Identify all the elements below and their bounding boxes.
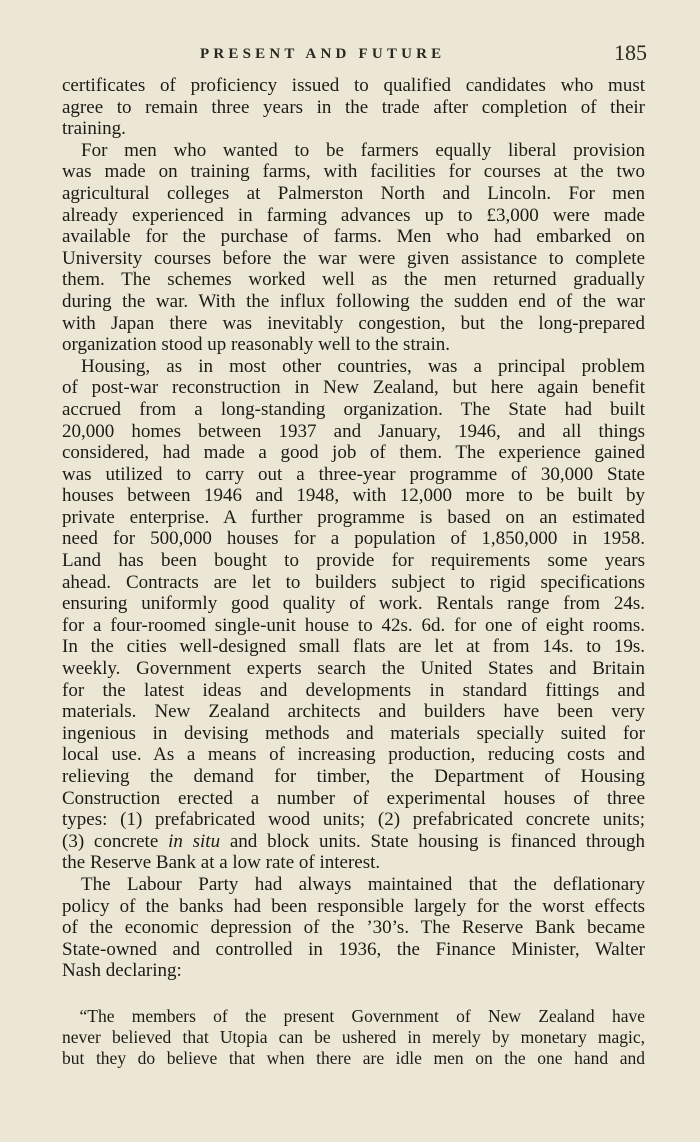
- block-quote: [62, 1006, 645, 1069]
- italic-phrase: in situ: [168, 830, 221, 852]
- text-line: of the economic depression of the ’30’s. The Reserve Bank became: [62, 917, 645, 939]
- quote-line: “The members of the present Government of New Zealand have: [62, 1006, 645, 1026]
- text-line: ingenious in devising methods and materials specially suited for: [62, 722, 645, 744]
- text-line: Land has been bought to provide for requirements some years: [62, 550, 645, 572]
- text-line: private enterprise. A further programme is based on an estimated: [62, 506, 645, 528]
- text-line: the Reserve Bank at a low rate of interest.: [62, 852, 381, 874]
- text-line: ahead. Contracts are let to builders subject to rigid specifications: [62, 571, 645, 593]
- text-line: types: (1) prefabricated wood units; (2) prefabricated concrete units;: [62, 809, 645, 831]
- text-line: Construction erected a number of experimental houses of three: [62, 787, 645, 809]
- text-line: for the latest ideas and developments in standard fittings and: [62, 679, 645, 701]
- text-line: was made on training farms, with facilities for courses at the two: [62, 161, 645, 183]
- text-line: them. The schemes worked well as the men returned gradually: [62, 269, 645, 291]
- text-line: already experienced in farming advances up to £3,000 were made: [62, 204, 645, 226]
- text-line: need for 500,000 houses for a population of 1,850,000 in 1958.: [62, 528, 645, 550]
- text-line: In the cities well-designed small flats are let at from 14s. to 19s.: [62, 636, 645, 658]
- text-line: was utilized to carry out a three-year programme of 30,000 State: [62, 463, 645, 485]
- text-line: 20,000 homes between 1937 and January, 1946, and all things: [62, 420, 645, 442]
- text-line: Housing, as in most other countries, was a principal problem: [62, 355, 645, 377]
- body-text: [62, 75, 645, 982]
- text-line: during the war. With the influx following the sudden end of the war: [62, 290, 645, 312]
- text-line: organization stood up reasonably well to the strain.: [62, 334, 451, 356]
- text-line: relieving the demand for timber, the Department of Housing: [62, 766, 645, 787]
- text-line: agree to remain three years in the trade after completion of their: [62, 96, 645, 118]
- text-line: considered, had made a good job of them. The experience gained: [62, 442, 645, 464]
- text-line: training.: [62, 118, 126, 140]
- page-header: [0, 40, 700, 70]
- text-line: weekly. Government experts search the United States and Britain: [62, 658, 645, 680]
- text-line: University courses before the war were given assistance to complete: [62, 247, 645, 269]
- running-title: PRESENT AND FUTURE: [200, 46, 446, 62]
- text-line: available for the purchase of farms. Men who had embarked on: [62, 226, 645, 248]
- text-line: policy of the banks had been responsible largely for the worst effects: [62, 895, 645, 917]
- text-line: The Labour Party had always maintained that the deflationary: [62, 873, 645, 895]
- text-line: houses between 1946 and 1948, with 12,000 more to be built by: [62, 485, 645, 507]
- text-line: For men who wanted to be farmers equally liberal provision: [62, 139, 645, 161]
- text-line: with Japan there was inevitably congestion, but the long-prepared: [62, 312, 645, 334]
- quote-line: never believed that Utopia can be ushered in merely by monetary magic,: [62, 1027, 645, 1047]
- text-line: for a four-roomed single-unit house to 42s. 6d. for one of eight rooms.: [62, 614, 645, 636]
- text-line: local use. As a means of increasing production, reducing costs and: [62, 744, 645, 766]
- text-line: certificates of proficiency issued to qualified candidates who must: [62, 75, 645, 96]
- text-line: accrued from a long-standing organization. The State had built: [62, 398, 645, 420]
- text-line: (3) concrete in situ and block units. State housing is financed through: [62, 830, 645, 852]
- text-line: agricultural colleges at Palmerston North and Lincoln. For men: [62, 182, 645, 204]
- text-line: of post-war reconstruction in New Zealand, but here again benefit: [62, 377, 645, 399]
- text-line: Nash declaring:: [62, 960, 182, 982]
- text-line: ensuring uniformly good quality of work. Rentals range from 24s.: [62, 593, 645, 615]
- quote-line: but they do believe that when there are idle men on the one hand and: [62, 1048, 645, 1068]
- text-line: materials. New Zealand architects and builders have been very: [62, 701, 645, 723]
- page-number: 185: [614, 40, 647, 65]
- text-line: State-owned and controlled in 1936, the Finance Minister, Walter: [62, 938, 645, 960]
